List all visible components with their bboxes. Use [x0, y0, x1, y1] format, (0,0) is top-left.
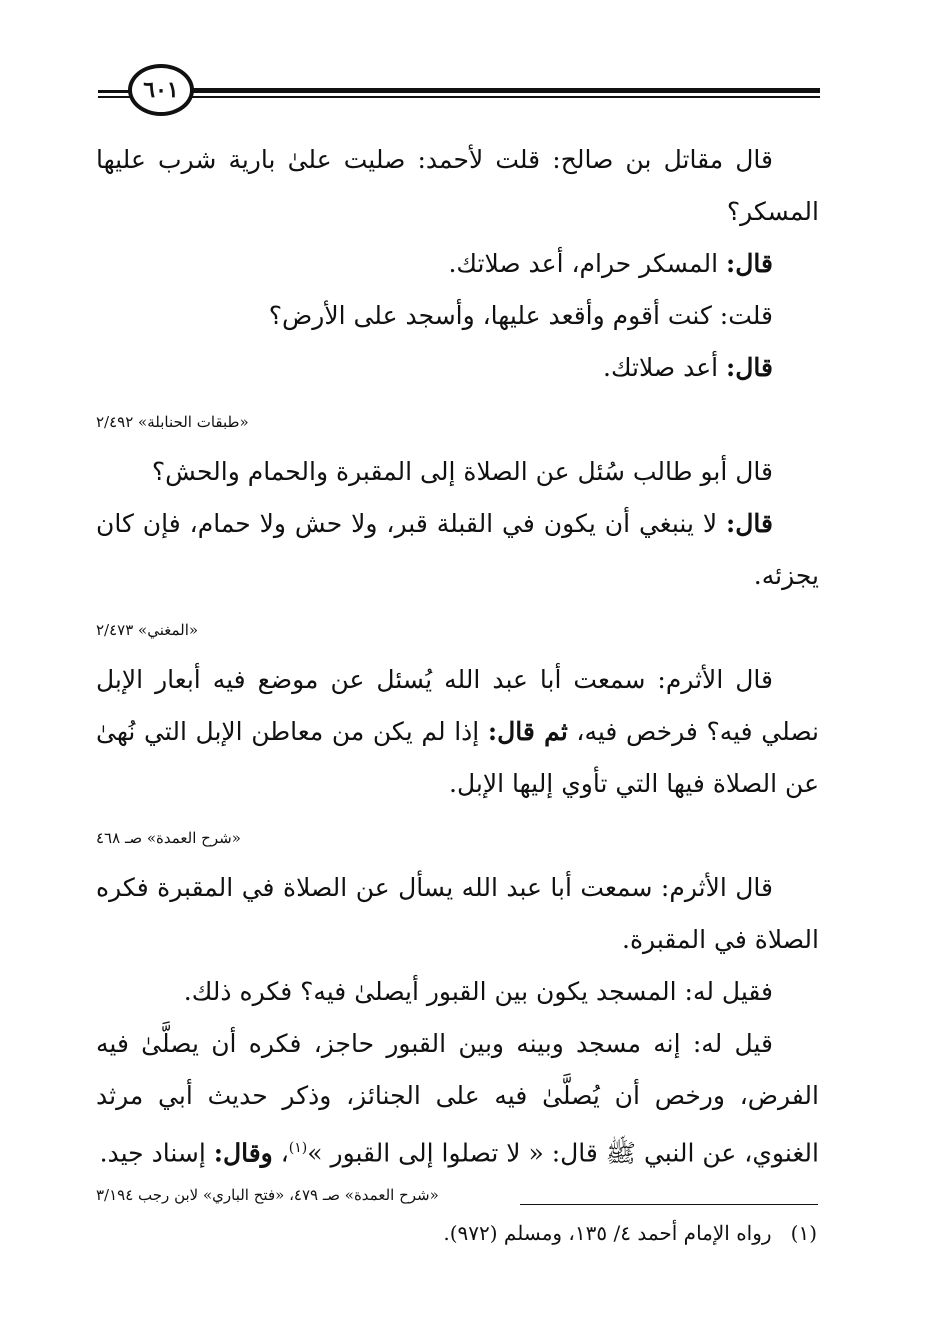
paragraph: قال الأثرم: سمعت أبا عبد الله يسأل عن الصلاة في المقبرة فكره الصلاة في المقبرة.	[96, 873, 819, 954]
dialog-text: المسكر حرام، أعد صلاتك.	[448, 249, 727, 278]
speaker-label: قلت:	[719, 301, 773, 330]
paragraph: قال أبو طالب سُئل عن الصلاة إلى المقبرة والحمام والحش؟	[151, 457, 773, 486]
text-run: ،	[272, 1138, 289, 1168]
dialog-line	[96, 290, 819, 342]
bold-label: ثم قال:	[487, 717, 568, 746]
source-citation: «طبقات الحنابلة» ٢/٤٩٢	[96, 413, 249, 431]
main-text	[96, 134, 819, 1219]
text-run: قيل له: إنه مسجد وبينه وبين القبور حاجز، فكره أن يصلَّىٰ فيه الفرض، ورخص أن يُصلَّىٰ فيه على الجنائز، وذكر حديث أبي مرثد الغنوي، عن النبي ﷺ قال: « لا تصلوا إلى القبور »	[96, 1029, 819, 1168]
source-citation: «المغني» ٢/٤٧٣	[96, 621, 199, 639]
text-run: قال الأثرم: سمعت أبا عبد الله يُسئل عن موضع فيه أبعار الإبل نصلي فيه؟ فرخص فيه،	[96, 665, 819, 746]
footnote	[443, 1218, 817, 1248]
footnote-text: رواه الإمام أحمد ٤/ ١٣٥، ومسلم (٩٧٢).	[443, 1221, 772, 1245]
dialog-line	[96, 238, 819, 290]
page-header	[98, 60, 820, 124]
bold-label: وقال:	[213, 1138, 273, 1168]
footnote-marker: (١)	[790, 1221, 817, 1245]
dialog-text: لا ينبغي أن يكون في القبلة قبر، ولا حش ولا حمام، فإن كان يجزئه.	[96, 509, 819, 590]
paragraph	[96, 654, 819, 810]
header-rule-thick	[158, 88, 820, 93]
dialog-paragraph	[96, 498, 819, 602]
speaker-label: قال:	[726, 249, 773, 278]
footnote-ref[interactable]: (١)	[288, 1140, 308, 1156]
header-rule-thin	[158, 96, 820, 98]
paragraph: فقيل له: المسجد يكون بين القبور أيصلىٰ فيه؟ فكره ذلك.	[183, 977, 773, 1006]
dialog-line	[96, 342, 819, 394]
dialog-text: أعد صلاتك.	[603, 353, 727, 382]
page-number: ٦٠١	[128, 64, 194, 116]
paragraph	[96, 1018, 819, 1179]
speaker-label: قال:	[726, 509, 773, 538]
text-run: إسناد جيد.	[99, 1138, 214, 1168]
footnote-separator	[520, 1204, 818, 1205]
source-citation: «شرح العمدة» صـ ٤٦٨	[96, 829, 241, 847]
speaker-label: قال:	[726, 353, 773, 382]
dialog-text: كنت أقوم وأقعد عليها، وأسجد على الأرض؟	[268, 301, 720, 330]
paragraph: قال مقاتل بن صالح: قلت لأحمد: صليت علىٰ بارية شرب عليها المسكر؟	[96, 145, 819, 226]
text-run: إذا لم يكن من معاطن الإبل التي نُهىٰ عن الصلاة فيها التي تأوي إليها الإبل.	[96, 717, 819, 798]
source-citation: «شرح العمدة» صـ ٤٧٩، «فتح الباري» لابن رجب ٣/١٩٤	[96, 1186, 439, 1205]
